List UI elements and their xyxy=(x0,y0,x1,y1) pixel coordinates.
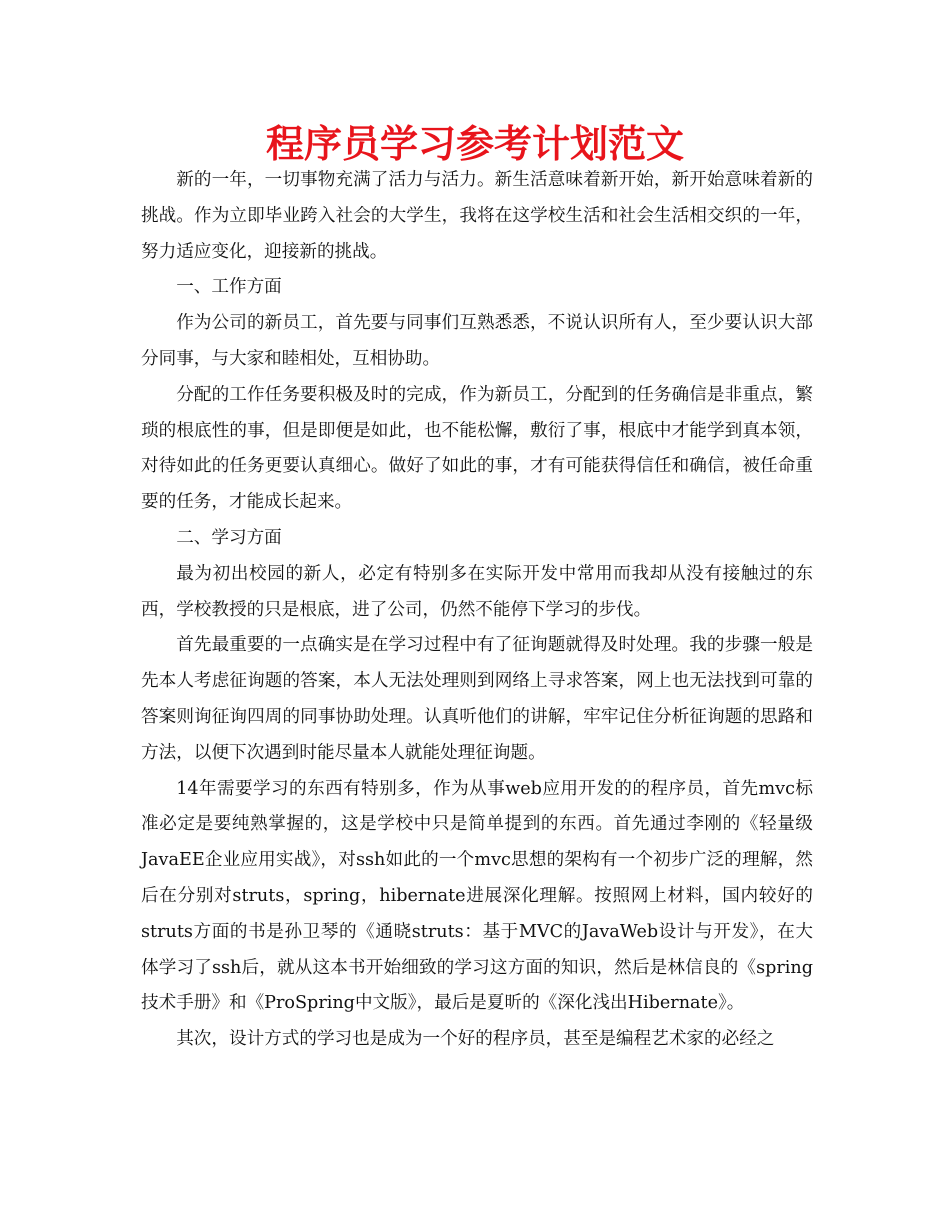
paragraph-work-colleagues: 作为公司的新员工，首先要与同事们互熟悉悉，不说认识所有人，至少要认识大部分同事，与大家和睦相处，互相协助。 xyxy=(141,313,813,369)
document-title: 程序员学习参考计划范文 xyxy=(265,122,684,166)
paragraph-study-problems: 首先最重要的一点确实是在学习过程中有了征询题就得及时处理。我的步骤一般是先本人考虑征询题的答案，本人无法处理则到网络上寻求答案，网上也无法找到可靠的答案则询征询四周的同事协助处理。认真听他们的讲解，牢牢记住分析征询题的思路和方法，以便下次遇到时能尽量本人就能处理征询题。 xyxy=(141,635,813,763)
section-heading-work: 一、工作方面 xyxy=(176,277,282,298)
paragraph-study-mvc: 14年需要学习的东西有特别多，作为从事web应用开发的的程序员，首先mvc标准必定是要纯熟掌握的，这是学校中只是简单提到的东西。首先通过李刚的《轻量级JavaEE企业应用实战》，对ssh如此的一个mvc思想的架构有一个初步广泛的理解，然后在分别对struts，spring，hibernate进展深化理解。按照网上材料，国内较好的struts方面的书是孙卫琴的《通晓struts：基于MVC的JavaWeb设计与开发》，在大体学习了ssh后，就从这本书开始细致的学习这方面的知识，然后是林信良的《spring技术手册》和《ProSpring中文版》，最后是夏昕的《深化浅出Hibernate》。 xyxy=(141,778,813,1014)
paragraph-work-tasks: 分配的工作任务要积极及时的完成，作为新员工，分配到的任务确信是非重点，繁琐的根底性的事，但是即便是如此，也不能松懈，敷衍了事，根底中才能学到真本领，对待如此的任务更要认真细心。做好了如此的事，才有可能获得信任和确信，被任命重要的任务，才能成长起来。 xyxy=(141,384,813,513)
paragraph-study-patterns: 其次，设计方式的学习也是成为一个好的程序员，甚至是编程艺术家的必经之 xyxy=(176,1029,775,1050)
paragraph-study-new: 最为初出校园的新人，必定有特别多在实际开发中常用而我却从没有接触过的东西，学校教授的只是根底，进了公司，仍然不能停下学习的步伐。 xyxy=(141,563,813,620)
document-body xyxy=(141,163,813,1058)
section-heading-study: 二、学习方面 xyxy=(176,527,282,548)
paragraph-intro: 新的一年，一切事物充满了活力与活力。新生活意味着新开始，新开始意味着新的挑战。作为立即毕业跨入社会的大学生，我将在这学校生活和社会生活相交织的一年，努力适应变化，迎接新的挑战。 xyxy=(141,170,813,262)
